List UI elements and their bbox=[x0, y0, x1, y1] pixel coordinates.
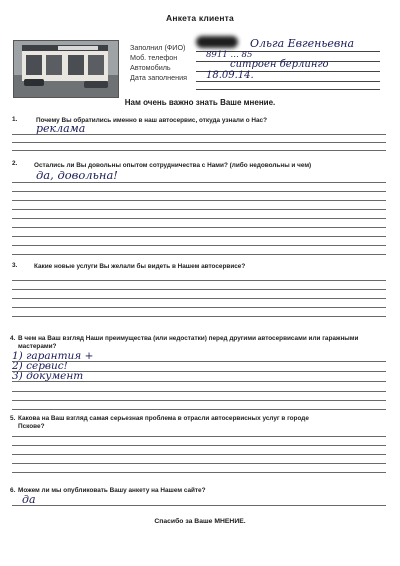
answer-line bbox=[12, 472, 386, 473]
answer-text: реклама bbox=[36, 122, 86, 135]
answer-text: 3) документ bbox=[12, 370, 84, 382]
autoservice-building-photo bbox=[13, 40, 119, 98]
question-text: Можем ли мы опубликовать Вашу анкету на Нашем сайте? bbox=[18, 487, 206, 494]
question-text: Какие новые услуги Вы желали бы видеть в Нашем автосервисе? bbox=[34, 263, 246, 270]
question-number: 1. bbox=[12, 116, 18, 123]
mobile-phone-value: 8911 … 85 bbox=[206, 50, 253, 60]
answer-line bbox=[12, 236, 386, 237]
car-value: ситроен берлинго bbox=[230, 59, 329, 70]
answer-line bbox=[12, 316, 386, 317]
answer-text: да, довольна! bbox=[36, 168, 118, 182]
thank-you-footer: Спасибо за Ваше МНЕНИЕ. bbox=[154, 518, 246, 525]
answer-line bbox=[12, 454, 386, 455]
question-text: В чем на Ваш взгляд Наши преимущества (или недостатки) перед другими автосервисами или гаражными мастерами? bbox=[18, 335, 359, 350]
answer-line bbox=[12, 391, 386, 392]
fill-date-line bbox=[196, 81, 380, 82]
question-text: Почему Вы обратились именно в наш автосервис, откуда узнали о Нас? bbox=[36, 117, 268, 124]
answer-line bbox=[12, 191, 386, 192]
answer-line bbox=[12, 445, 386, 446]
answer-line bbox=[12, 298, 386, 299]
question-number: 5. bbox=[10, 415, 16, 422]
answer-line bbox=[12, 371, 386, 372]
answer-line bbox=[12, 381, 386, 382]
intro-heading: Нам очень важно знать Ваше мнение. bbox=[124, 98, 276, 107]
answer-line bbox=[12, 227, 386, 228]
question-number: 4. bbox=[10, 335, 16, 342]
full-name-value: Ольга Евгеньевна bbox=[250, 37, 355, 50]
answer-line bbox=[12, 150, 386, 151]
question-text: Остались ли Вы довольны опытом сотрудничества с Нами? (либо недовольны и чем) bbox=[34, 162, 312, 169]
answer-line bbox=[12, 463, 386, 464]
question-number: 6. bbox=[10, 487, 16, 494]
answer-line bbox=[12, 400, 386, 401]
answer-line bbox=[12, 200, 386, 201]
question-number: 2. bbox=[12, 160, 18, 167]
answer-text: 2) сервис! bbox=[12, 360, 68, 372]
answer-line bbox=[12, 280, 386, 281]
answer-line bbox=[12, 142, 386, 143]
answer-line bbox=[12, 361, 386, 362]
extra-field-line bbox=[196, 89, 380, 90]
full-name-label: Заполнил (ФИО) bbox=[130, 43, 186, 52]
answer-line bbox=[12, 307, 386, 308]
answer-line bbox=[12, 436, 386, 437]
question-text: Какова на Ваш взгляд самая серьезная проблема в отрасли автосервисных услуг в городе Пскове? bbox=[18, 415, 309, 430]
answer-text: 1) гарантия + bbox=[12, 350, 94, 362]
fill-date-value: 18.09.14. bbox=[206, 70, 254, 81]
answer-line bbox=[12, 182, 386, 183]
redaction-mark bbox=[196, 36, 238, 48]
answer-line bbox=[12, 209, 386, 210]
mobile-phone-label: Моб. телефон bbox=[130, 53, 178, 62]
answer-line bbox=[12, 245, 386, 246]
answer-text: да bbox=[22, 493, 36, 506]
question-number: 3. bbox=[12, 262, 18, 269]
answer-line bbox=[12, 254, 386, 255]
answer-line bbox=[12, 218, 386, 219]
answer-line bbox=[12, 409, 386, 410]
answer-line bbox=[12, 505, 386, 506]
fill-date-label: Дата заполнения bbox=[130, 73, 187, 82]
form-title: Анкета клиента bbox=[166, 13, 234, 23]
answer-line bbox=[12, 134, 386, 135]
car-label: Автомобиль bbox=[130, 63, 171, 72]
answer-line bbox=[12, 289, 386, 290]
